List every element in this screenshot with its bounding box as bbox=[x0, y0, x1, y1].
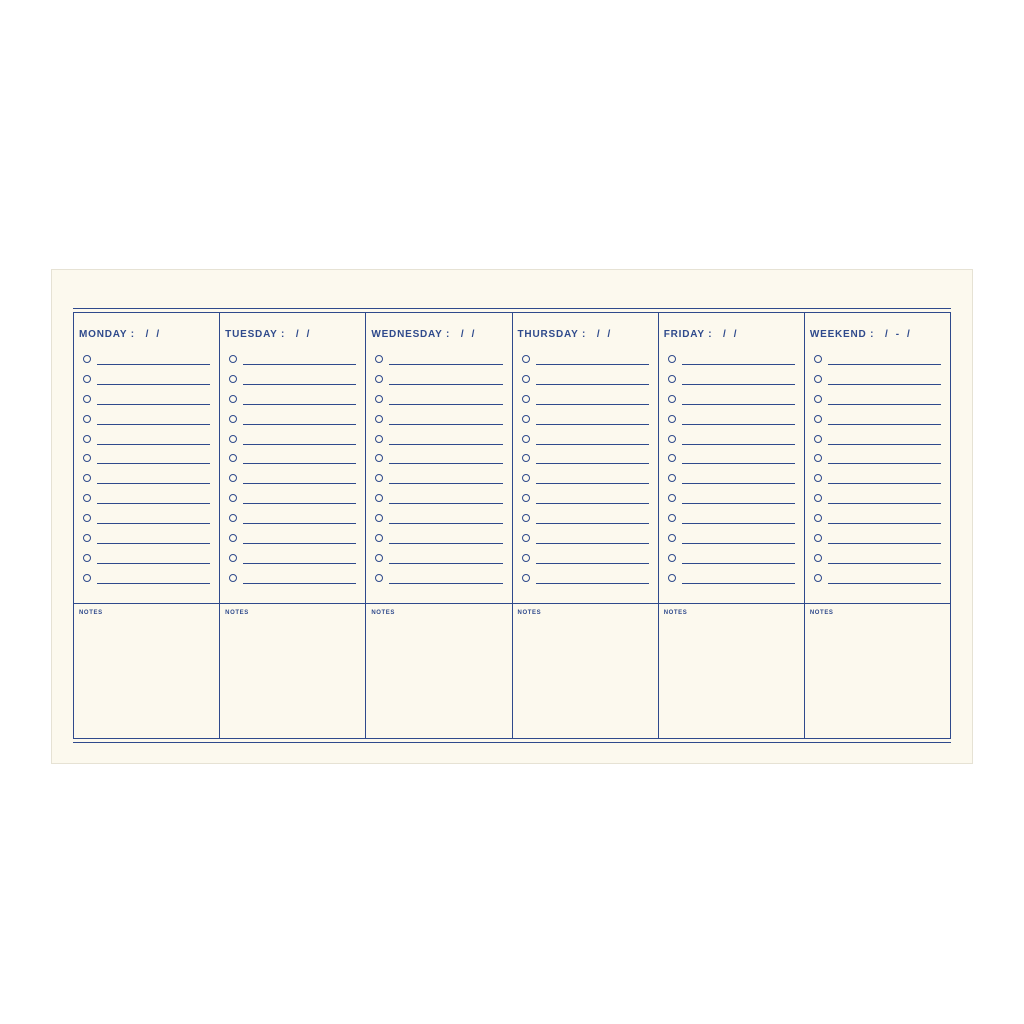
task-line bbox=[682, 404, 795, 405]
notes-label: NOTES bbox=[663, 610, 688, 616]
task-area bbox=[513, 313, 658, 604]
task-row bbox=[229, 514, 356, 534]
task-row bbox=[229, 474, 356, 494]
task-line bbox=[682, 523, 795, 524]
circle-checkbox-icon[interactable] bbox=[83, 534, 91, 542]
circle-checkbox-icon[interactable] bbox=[522, 355, 530, 363]
circle-checkbox-icon[interactable] bbox=[229, 494, 237, 502]
task-row bbox=[814, 355, 941, 375]
task-line bbox=[97, 424, 210, 425]
circle-checkbox-icon[interactable] bbox=[375, 474, 383, 482]
task-line bbox=[682, 364, 795, 365]
task-row bbox=[83, 435, 210, 455]
circle-checkbox-icon[interactable] bbox=[229, 454, 237, 462]
day-header-thursday: THURSDAY : / / bbox=[517, 329, 612, 340]
task-row bbox=[814, 435, 941, 455]
circle-checkbox-icon[interactable] bbox=[375, 534, 383, 542]
task-row bbox=[668, 474, 795, 494]
task-row bbox=[229, 534, 356, 554]
task-line bbox=[97, 563, 210, 564]
task-row bbox=[375, 415, 502, 435]
task-row bbox=[229, 415, 356, 435]
task-row bbox=[522, 355, 649, 375]
task-line bbox=[828, 543, 941, 544]
circle-checkbox-icon[interactable] bbox=[375, 494, 383, 502]
circle-checkbox-icon[interactable] bbox=[522, 415, 530, 423]
task-line bbox=[243, 424, 356, 425]
task-area bbox=[659, 313, 804, 604]
task-line bbox=[243, 543, 356, 544]
task-line bbox=[828, 563, 941, 564]
task-row bbox=[522, 494, 649, 514]
task-line bbox=[828, 364, 941, 365]
task-list bbox=[229, 355, 356, 594]
task-row bbox=[83, 514, 210, 534]
day-column-monday bbox=[74, 313, 220, 738]
circle-checkbox-icon[interactable] bbox=[522, 435, 530, 443]
task-row bbox=[522, 514, 649, 534]
day-header-tuesday: TUESDAY : / / bbox=[225, 329, 311, 340]
task-row bbox=[83, 534, 210, 554]
task-line bbox=[243, 444, 356, 445]
circle-checkbox-icon[interactable] bbox=[375, 355, 383, 363]
task-row bbox=[814, 574, 941, 594]
circle-checkbox-icon[interactable] bbox=[814, 375, 822, 383]
circle-checkbox-icon[interactable] bbox=[229, 375, 237, 383]
circle-checkbox-icon[interactable] bbox=[375, 415, 383, 423]
task-row bbox=[375, 454, 502, 474]
task-row bbox=[375, 474, 502, 494]
task-line bbox=[536, 583, 649, 584]
circle-checkbox-icon[interactable] bbox=[814, 534, 822, 542]
circle-checkbox-icon[interactable] bbox=[83, 435, 91, 443]
task-line bbox=[389, 483, 502, 484]
day-header-weekend: WEEKEND : / - / bbox=[809, 329, 911, 340]
circle-checkbox-icon[interactable] bbox=[375, 514, 383, 522]
task-row bbox=[668, 375, 795, 395]
circle-checkbox-icon[interactable] bbox=[229, 574, 237, 582]
task-line bbox=[536, 543, 649, 544]
task-row bbox=[814, 375, 941, 395]
circle-checkbox-icon[interactable] bbox=[229, 474, 237, 482]
task-row bbox=[814, 415, 941, 435]
circle-checkbox-icon[interactable] bbox=[375, 454, 383, 462]
task-line bbox=[682, 563, 795, 564]
task-line bbox=[828, 444, 941, 445]
task-row bbox=[229, 574, 356, 594]
task-row bbox=[83, 454, 210, 474]
task-line bbox=[536, 404, 649, 405]
task-row bbox=[814, 534, 941, 554]
task-row bbox=[375, 514, 502, 534]
day-column-friday bbox=[659, 313, 805, 738]
task-line bbox=[97, 523, 210, 524]
task-line bbox=[389, 523, 502, 524]
day-columns bbox=[73, 312, 951, 739]
circle-checkbox-icon[interactable] bbox=[229, 514, 237, 522]
task-area bbox=[366, 313, 511, 604]
task-row bbox=[522, 375, 649, 395]
task-row bbox=[814, 514, 941, 534]
task-line bbox=[828, 503, 941, 504]
task-line bbox=[243, 583, 356, 584]
task-row bbox=[83, 554, 210, 574]
circle-checkbox-icon[interactable] bbox=[83, 554, 91, 562]
task-line bbox=[389, 424, 502, 425]
circle-checkbox-icon[interactable] bbox=[522, 375, 530, 383]
circle-checkbox-icon[interactable] bbox=[375, 574, 383, 582]
circle-checkbox-icon[interactable] bbox=[668, 534, 676, 542]
task-line bbox=[97, 463, 210, 464]
task-row bbox=[668, 355, 795, 375]
circle-checkbox-icon[interactable] bbox=[375, 375, 383, 383]
circle-checkbox-icon[interactable] bbox=[668, 415, 676, 423]
task-line bbox=[389, 364, 502, 365]
task-row bbox=[375, 395, 502, 415]
notes-label: NOTES bbox=[225, 610, 249, 616]
circle-checkbox-icon[interactable] bbox=[522, 574, 530, 582]
task-line bbox=[682, 384, 795, 385]
task-line bbox=[243, 384, 356, 385]
task-line bbox=[536, 364, 649, 365]
notes-label: NOTES bbox=[517, 610, 542, 616]
circle-checkbox-icon[interactable] bbox=[83, 494, 91, 502]
task-row bbox=[229, 435, 356, 455]
task-line bbox=[828, 483, 941, 484]
task-row bbox=[522, 534, 649, 554]
circle-checkbox-icon[interactable] bbox=[375, 554, 383, 562]
task-line bbox=[97, 444, 210, 445]
circle-checkbox-icon[interactable] bbox=[668, 355, 676, 363]
circle-checkbox-icon[interactable] bbox=[522, 534, 530, 542]
circle-checkbox-icon[interactable] bbox=[522, 454, 530, 462]
task-row bbox=[522, 454, 649, 474]
task-line bbox=[97, 483, 210, 484]
task-line bbox=[97, 364, 210, 365]
task-row bbox=[668, 534, 795, 554]
task-row bbox=[522, 435, 649, 455]
task-area bbox=[220, 313, 365, 604]
task-line bbox=[243, 563, 356, 564]
task-row bbox=[668, 415, 795, 435]
circle-checkbox-icon[interactable] bbox=[668, 554, 676, 562]
circle-checkbox-icon[interactable] bbox=[814, 554, 822, 562]
task-line bbox=[682, 583, 795, 584]
task-row bbox=[668, 494, 795, 514]
notes-label: NOTES bbox=[371, 610, 396, 616]
circle-checkbox-icon[interactable] bbox=[814, 574, 822, 582]
task-row bbox=[814, 454, 941, 474]
circle-checkbox-icon[interactable] bbox=[83, 415, 91, 423]
task-row bbox=[83, 415, 210, 435]
task-line bbox=[536, 503, 649, 504]
task-line bbox=[243, 523, 356, 524]
task-row bbox=[375, 494, 502, 514]
task-row bbox=[522, 554, 649, 574]
task-row bbox=[375, 554, 502, 574]
task-line bbox=[97, 404, 210, 405]
task-row bbox=[668, 435, 795, 455]
task-line bbox=[389, 444, 502, 445]
circle-checkbox-icon[interactable] bbox=[814, 415, 822, 423]
circle-checkbox-icon[interactable] bbox=[668, 435, 676, 443]
task-line bbox=[243, 404, 356, 405]
circle-checkbox-icon[interactable] bbox=[668, 514, 676, 522]
task-row bbox=[229, 395, 356, 415]
circle-checkbox-icon[interactable] bbox=[814, 395, 822, 403]
task-line bbox=[389, 543, 502, 544]
task-line bbox=[828, 384, 941, 385]
task-row bbox=[83, 355, 210, 375]
circle-checkbox-icon[interactable] bbox=[668, 395, 676, 403]
circle-checkbox-icon[interactable] bbox=[229, 415, 237, 423]
task-line bbox=[243, 503, 356, 504]
task-row bbox=[375, 355, 502, 375]
circle-checkbox-icon[interactable] bbox=[83, 474, 91, 482]
task-row bbox=[375, 375, 502, 395]
task-list bbox=[668, 355, 795, 594]
circle-checkbox-icon[interactable] bbox=[229, 554, 237, 562]
task-row bbox=[229, 355, 356, 375]
weekly-planner-sheet bbox=[51, 269, 973, 764]
task-row bbox=[522, 574, 649, 594]
task-row bbox=[229, 494, 356, 514]
task-line bbox=[682, 503, 795, 504]
task-line bbox=[389, 463, 502, 464]
circle-checkbox-icon[interactable] bbox=[668, 574, 676, 582]
task-row bbox=[83, 375, 210, 395]
task-row bbox=[814, 395, 941, 415]
task-line bbox=[828, 424, 941, 425]
circle-checkbox-icon[interactable] bbox=[668, 474, 676, 482]
circle-checkbox-icon[interactable] bbox=[814, 494, 822, 502]
task-row bbox=[375, 534, 502, 554]
task-list bbox=[83, 355, 210, 594]
circle-checkbox-icon[interactable] bbox=[375, 395, 383, 403]
task-row bbox=[668, 454, 795, 474]
notes-label: NOTES bbox=[809, 610, 834, 616]
task-row bbox=[814, 494, 941, 514]
task-row bbox=[229, 454, 356, 474]
task-line bbox=[536, 384, 649, 385]
circle-checkbox-icon[interactable] bbox=[668, 454, 676, 462]
task-list bbox=[522, 355, 649, 594]
circle-checkbox-icon[interactable] bbox=[229, 395, 237, 403]
task-line bbox=[536, 563, 649, 564]
task-row bbox=[522, 395, 649, 415]
circle-checkbox-icon[interactable] bbox=[229, 435, 237, 443]
task-line bbox=[828, 583, 941, 584]
task-line bbox=[682, 424, 795, 425]
task-row bbox=[229, 375, 356, 395]
task-area bbox=[805, 313, 950, 604]
task-line bbox=[97, 583, 210, 584]
task-line bbox=[389, 503, 502, 504]
task-row bbox=[83, 474, 210, 494]
circle-checkbox-icon[interactable] bbox=[522, 554, 530, 562]
circle-checkbox-icon[interactable] bbox=[814, 435, 822, 443]
circle-checkbox-icon[interactable] bbox=[814, 474, 822, 482]
circle-checkbox-icon[interactable] bbox=[522, 395, 530, 403]
day-column-weekend bbox=[805, 313, 950, 738]
circle-checkbox-icon[interactable] bbox=[814, 355, 822, 363]
circle-checkbox-icon[interactable] bbox=[522, 474, 530, 482]
task-line bbox=[682, 483, 795, 484]
day-header-wednesday: WEDNESDAY : / / bbox=[371, 329, 476, 340]
task-line bbox=[97, 543, 210, 544]
task-row bbox=[83, 494, 210, 514]
task-line bbox=[97, 503, 210, 504]
circle-checkbox-icon[interactable] bbox=[83, 454, 91, 462]
task-line bbox=[682, 463, 795, 464]
task-line bbox=[536, 424, 649, 425]
task-row bbox=[668, 574, 795, 594]
circle-checkbox-icon[interactable] bbox=[83, 514, 91, 522]
circle-checkbox-icon[interactable] bbox=[668, 375, 676, 383]
task-line bbox=[389, 404, 502, 405]
day-column-wednesday bbox=[366, 313, 512, 738]
task-line bbox=[243, 364, 356, 365]
task-line bbox=[389, 563, 502, 564]
task-line bbox=[536, 444, 649, 445]
circle-checkbox-icon[interactable] bbox=[522, 494, 530, 502]
task-line bbox=[243, 463, 356, 464]
task-row bbox=[814, 474, 941, 494]
circle-checkbox-icon[interactable] bbox=[668, 494, 676, 502]
task-row bbox=[668, 554, 795, 574]
notes-label: NOTES bbox=[79, 610, 103, 616]
task-row bbox=[668, 395, 795, 415]
day-header-friday: FRIDAY : / / bbox=[663, 329, 738, 340]
task-row bbox=[83, 395, 210, 415]
circle-checkbox-icon[interactable] bbox=[522, 514, 530, 522]
circle-checkbox-icon[interactable] bbox=[83, 574, 91, 582]
task-line bbox=[97, 384, 210, 385]
task-line bbox=[828, 523, 941, 524]
task-line bbox=[536, 523, 649, 524]
circle-checkbox-icon[interactable] bbox=[229, 534, 237, 542]
task-row bbox=[668, 514, 795, 534]
task-row bbox=[375, 435, 502, 455]
task-line bbox=[389, 384, 502, 385]
task-line bbox=[536, 463, 649, 464]
circle-checkbox-icon[interactable] bbox=[83, 355, 91, 363]
circle-checkbox-icon[interactable] bbox=[814, 514, 822, 522]
task-line bbox=[682, 444, 795, 445]
task-row bbox=[375, 574, 502, 594]
task-row bbox=[522, 415, 649, 435]
day-column-tuesday bbox=[220, 313, 366, 738]
task-line bbox=[682, 543, 795, 544]
task-row bbox=[814, 554, 941, 574]
task-line bbox=[243, 483, 356, 484]
task-row bbox=[229, 554, 356, 574]
task-line bbox=[828, 463, 941, 464]
task-row bbox=[83, 574, 210, 594]
circle-checkbox-icon[interactable] bbox=[229, 355, 237, 363]
day-header-monday: MONDAY : / / bbox=[79, 329, 160, 340]
circle-checkbox-icon[interactable] bbox=[83, 375, 91, 383]
day-column-thursday bbox=[513, 313, 659, 738]
task-area bbox=[74, 313, 219, 604]
task-row bbox=[522, 474, 649, 494]
task-line bbox=[536, 483, 649, 484]
circle-checkbox-icon[interactable] bbox=[83, 395, 91, 403]
planner-grid bbox=[73, 308, 951, 743]
task-line bbox=[389, 583, 502, 584]
task-list bbox=[375, 355, 502, 594]
task-list bbox=[814, 355, 941, 594]
circle-checkbox-icon[interactable] bbox=[375, 435, 383, 443]
task-line bbox=[828, 404, 941, 405]
circle-checkbox-icon[interactable] bbox=[814, 454, 822, 462]
